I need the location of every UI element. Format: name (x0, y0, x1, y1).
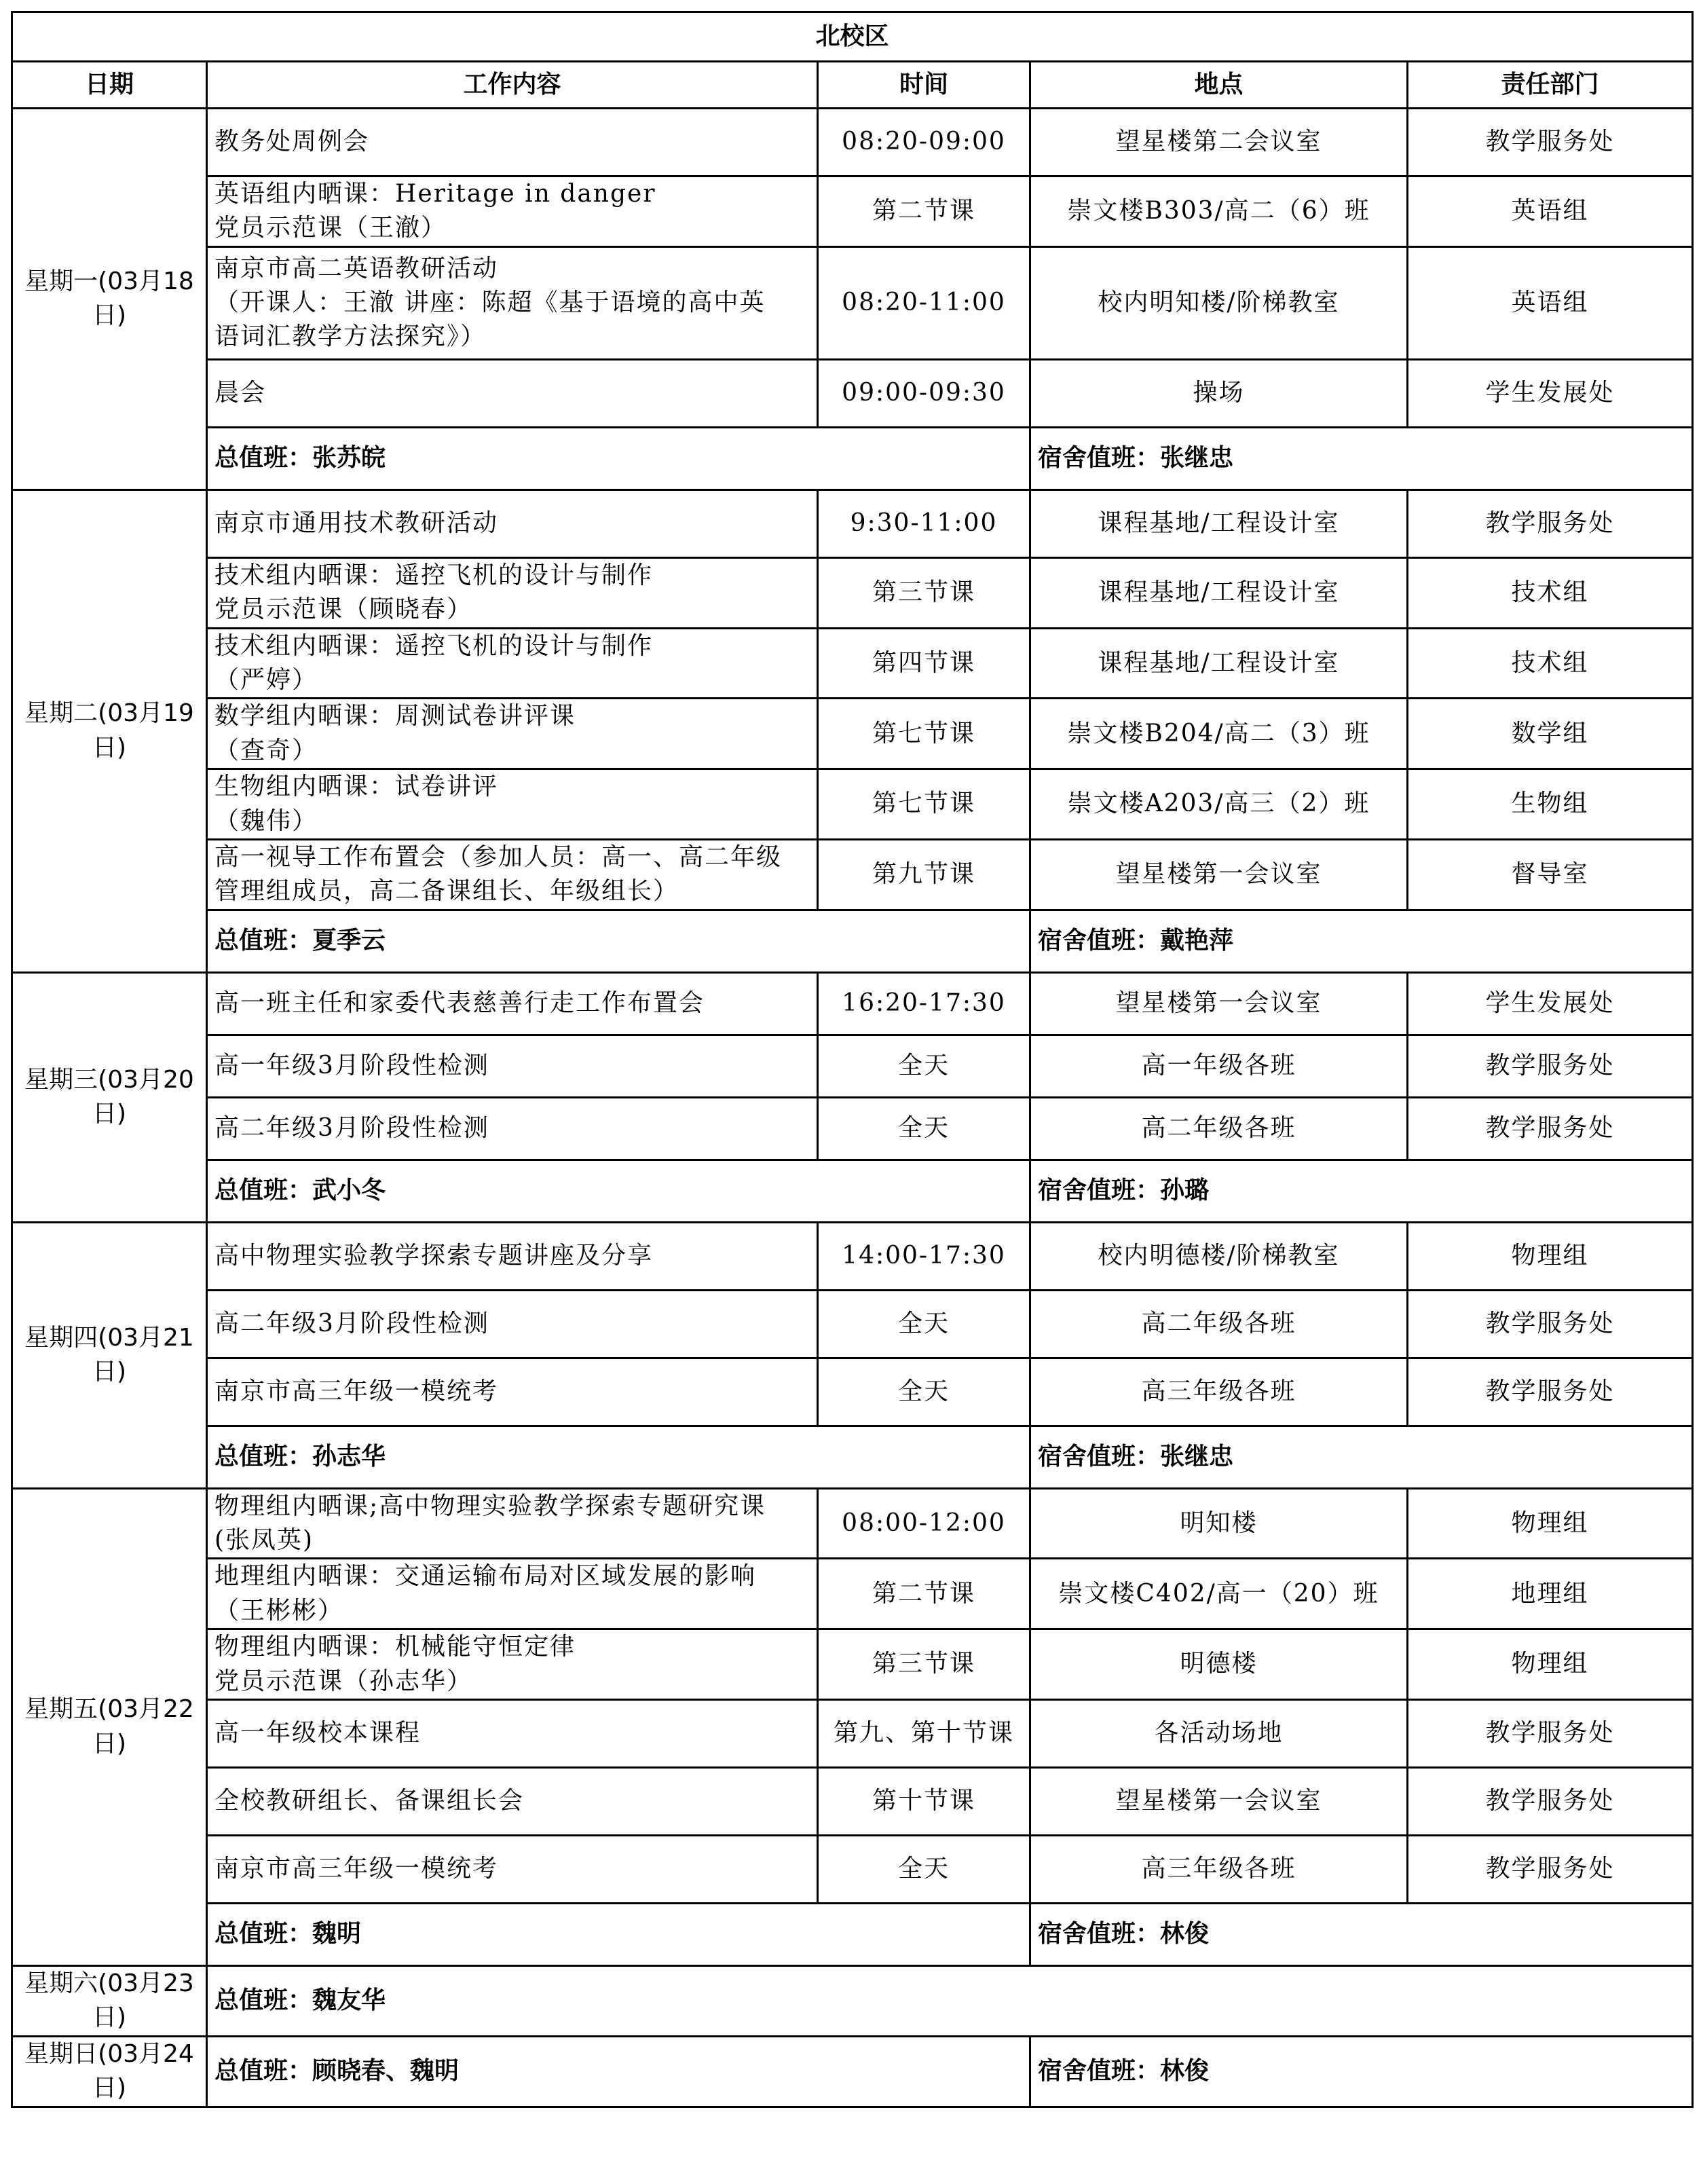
dept-cell: 生物组 (1408, 769, 1693, 840)
time-cell: 第十节课 (818, 1768, 1030, 1836)
place-cell: 崇文楼B303/高二（6）班 (1030, 177, 1408, 247)
table-row (12, 1488, 1693, 1559)
place-cell: 高一年级各班 (1030, 1035, 1408, 1097)
dept-cell: 教学服务处 (1408, 1700, 1693, 1768)
place-cell: 课程基地/工程设计室 (1030, 489, 1408, 557)
header-content: 工作内容 (207, 62, 818, 109)
dorm-duty (1030, 2036, 1693, 2107)
work-content-line: 教务处周例会 (214, 128, 370, 156)
dorm-duty-label: 宿舍值班： (1038, 926, 1161, 955)
work-content-line: 高一年级校本课程 (214, 1719, 422, 1747)
dept-cell: 督导室 (1408, 839, 1693, 910)
dorm-duty-name: 林俊 (1160, 1920, 1210, 1948)
work-content-line: 高二年级3月阶段性检测 (214, 1309, 489, 1337)
work-content (207, 972, 818, 1035)
day-label-mon: 星期一(03月18日) (12, 109, 207, 490)
header-date: 日期 (12, 62, 207, 109)
dept-cell: 物理组 (1408, 1629, 1693, 1700)
dept-cell: 教学服务处 (1408, 489, 1693, 557)
work-content (207, 246, 818, 359)
table-row (12, 1768, 1693, 1836)
work-content (207, 109, 818, 177)
work-content-line: 党员示范课（孙志华） (214, 1667, 473, 1695)
work-content-line: 高一年级3月阶段性检测 (214, 1051, 489, 1079)
time-cell: 08:20-09:00 (818, 109, 1030, 177)
table-row (12, 246, 1693, 359)
place-cell: 高二年级各班 (1030, 1290, 1408, 1358)
header-dept: 责任部门 (1408, 62, 1693, 109)
duty-row (12, 1904, 1693, 1966)
place-cell: 校内明德楼/阶梯教室 (1030, 1222, 1408, 1290)
general-duty (207, 1966, 1693, 2037)
general-duty-label: 总值班： (214, 1986, 313, 2015)
general-duty (207, 1160, 1030, 1222)
work-content (207, 359, 818, 427)
day-label-tue: 星期二(03月19日) (12, 489, 207, 972)
table-row (12, 769, 1693, 840)
table-row (12, 839, 1693, 910)
work-content (207, 1097, 818, 1160)
dept-cell: 地理组 (1408, 1559, 1693, 1629)
work-content-line: 高一视导工作布置会（参加人员：高一、高二年级 (214, 843, 783, 871)
dorm-duty (1030, 910, 1693, 972)
table-row (12, 489, 1693, 557)
dept-cell: 教学服务处 (1408, 1768, 1693, 1836)
work-content (207, 1488, 818, 1559)
table-row (12, 628, 1693, 699)
table-row (12, 1966, 1693, 2037)
time-cell: 全天 (818, 1358, 1030, 1426)
general-duty-name: 顾晓春、魏明 (312, 2057, 460, 2085)
work-content (207, 699, 818, 769)
place-cell: 高三年级各班 (1030, 1836, 1408, 1904)
place-cell: 课程基地/工程设计室 (1030, 628, 1408, 699)
work-content (207, 1768, 818, 1836)
header-place: 地点 (1030, 62, 1408, 109)
work-content-line: （王彬彬） (214, 1596, 344, 1625)
place-cell: 崇文楼A203/高三（2）班 (1030, 769, 1408, 840)
duty-row (12, 1160, 1693, 1222)
work-content (207, 1222, 818, 1290)
general-duty-name: 张苏皖 (312, 444, 386, 473)
work-content-line: 高一班主任和家委代表慈善行走工作布置会 (214, 988, 705, 1017)
work-content (207, 1700, 818, 1768)
general-duty-label: 总值班： (214, 2057, 313, 2085)
day-label-fri: 星期五(03月22日) (12, 1488, 207, 1965)
place-cell: 课程基地/工程设计室 (1030, 557, 1408, 628)
duty-row (12, 1426, 1693, 1488)
place-cell: 明知楼 (1030, 1488, 1408, 1559)
table-row (12, 1629, 1693, 1700)
time-cell: 第七节课 (818, 769, 1030, 840)
dept-cell: 技术组 (1408, 557, 1693, 628)
table-row (12, 1290, 1693, 1358)
work-content (207, 1035, 818, 1097)
work-content-line: 南京市高三年级一模统考 (214, 1855, 499, 1883)
table-row (12, 359, 1693, 427)
schedule-table (11, 11, 1694, 2108)
dorm-duty-label: 宿舍值班： (1038, 1442, 1161, 1470)
place-cell: 望星楼第一会议室 (1030, 1768, 1408, 1836)
work-content-line: 地理组内晒课：交通运输布局对区域发展的影响 (214, 1562, 757, 1591)
dept-cell: 教学服务处 (1408, 109, 1693, 177)
place-cell: 望星楼第一会议室 (1030, 839, 1408, 910)
work-content-line: 南京市高三年级一模统考 (214, 1377, 499, 1405)
work-content-line: 数学组内晒课：周测试卷讲评课 (214, 702, 576, 730)
time-cell: 08:00-12:00 (818, 1488, 1030, 1559)
work-content-line: 晨会 (214, 379, 267, 407)
dorm-duty (1030, 427, 1693, 489)
work-content-line: 语词汇教学方法探究》） (214, 322, 487, 351)
dept-cell: 学生发展处 (1408, 359, 1693, 427)
dorm-duty (1030, 1904, 1693, 1966)
general-duty-name: 孙志华 (312, 1442, 386, 1470)
dept-cell: 教学服务处 (1408, 1290, 1693, 1358)
day-label-sun: 星期日(03月24日) (12, 2036, 207, 2107)
work-content (207, 1358, 818, 1426)
place-cell: 望星楼第二会议室 (1030, 109, 1408, 177)
table-row (12, 1222, 1693, 1290)
work-content (207, 839, 818, 910)
time-cell: 第四节课 (818, 628, 1030, 699)
duty-row (12, 910, 1693, 972)
work-content (207, 1559, 818, 1629)
work-content (207, 1290, 818, 1358)
dorm-duty-name: 戴艳萍 (1160, 926, 1234, 955)
general-duty-label: 总值班： (214, 1442, 313, 1470)
dept-cell: 物理组 (1408, 1488, 1693, 1559)
time-cell: 第三节课 (818, 557, 1030, 628)
general-duty (207, 427, 1030, 489)
time-cell: 全天 (818, 1035, 1030, 1097)
work-content-line: 管理组成员，高二备课组长、年级组长） (214, 877, 679, 906)
table-row (12, 1700, 1693, 1768)
work-content (207, 177, 818, 247)
time-cell: 第九节课 (818, 839, 1030, 910)
dept-cell: 教学服务处 (1408, 1358, 1693, 1426)
dept-cell: 英语组 (1408, 177, 1693, 247)
general-duty (207, 910, 1030, 972)
work-content-line: 南京市通用技术教研活动 (214, 509, 499, 538)
work-content-line: 高中物理实验教学探索专题讲座及分享 (214, 1241, 654, 1270)
general-duty-label: 总值班： (214, 926, 313, 955)
time-cell: 全天 (818, 1290, 1030, 1358)
dept-cell: 数学组 (1408, 699, 1693, 769)
work-content-line: （魏伟） (214, 807, 318, 835)
dorm-duty-label: 宿舍值班： (1038, 2057, 1161, 2085)
dorm-duty-label: 宿舍值班： (1038, 444, 1161, 473)
time-cell: 第二节课 (818, 177, 1030, 247)
dorm-duty-label: 宿舍值班： (1038, 1920, 1161, 1948)
dorm-duty (1030, 1160, 1693, 1222)
work-content-line: （查奇） (214, 736, 318, 764)
time-cell: 第九、第十节课 (818, 1700, 1030, 1768)
work-content-line: 生物组内晒课：试卷讲评 (214, 773, 499, 801)
dorm-duty-name: 孙璐 (1160, 1176, 1210, 1204)
place-cell: 崇文楼C402/高一（20）班 (1030, 1559, 1408, 1629)
work-content-line: 英语组内晒课：Heritage in danger (214, 180, 656, 208)
dorm-duty (1030, 1426, 1693, 1488)
time-cell: 第七节课 (818, 699, 1030, 769)
header-time: 时间 (818, 62, 1030, 109)
table-row (12, 1035, 1693, 1097)
general-duty (207, 2036, 1030, 2107)
time-cell: 第三节课 (818, 1629, 1030, 1700)
day-label-wed: 星期三(03月20日) (12, 972, 207, 1222)
campus-title: 北校区 (12, 12, 1693, 62)
time-cell: 09:00-09:30 (818, 359, 1030, 427)
work-content-line: 全校教研组长、备课组长会 (214, 1787, 525, 1815)
work-content-line: 物理组内晒课：机械能守恒定律 (214, 1633, 576, 1661)
work-content (207, 557, 818, 628)
general-duty-label: 总值班： (214, 1920, 313, 1948)
time-cell: 08:20-11:00 (818, 246, 1030, 359)
general-duty-name: 魏友华 (312, 1986, 386, 2015)
table-row (12, 2036, 1693, 2107)
work-content-line: 技术组内晒课：遥控飞机的设计与制作 (214, 561, 654, 589)
table-row (12, 699, 1693, 769)
place-cell: 望星楼第一会议室 (1030, 972, 1408, 1035)
general-duty (207, 1904, 1030, 1966)
dept-cell: 物理组 (1408, 1222, 1693, 1290)
work-content-line: 高二年级3月阶段性检测 (214, 1113, 489, 1142)
dorm-duty-name: 张继忠 (1160, 444, 1234, 473)
dept-cell: 教学服务处 (1408, 1035, 1693, 1097)
table-row (12, 1097, 1693, 1160)
work-content (207, 489, 818, 557)
dept-cell: 学生发展处 (1408, 972, 1693, 1035)
general-duty-name: 夏季云 (312, 926, 386, 955)
general-duty (207, 1426, 1030, 1488)
general-duty-name: 武小冬 (312, 1176, 386, 1204)
work-content-line: 党员示范课（顾晓春） (214, 595, 473, 624)
place-cell: 明德楼 (1030, 1629, 1408, 1700)
work-content (207, 1836, 818, 1904)
day-label-thu: 星期四(03月21日) (12, 1222, 207, 1488)
work-content (207, 769, 818, 840)
dept-cell: 教学服务处 (1408, 1097, 1693, 1160)
dept-cell: 教学服务处 (1408, 1836, 1693, 1904)
day-label-sat: 星期六(03月23日) (12, 1966, 207, 2037)
table-row (12, 972, 1693, 1035)
table-row (12, 177, 1693, 247)
place-cell: 操场 (1030, 359, 1408, 427)
time-cell: 全天 (818, 1836, 1030, 1904)
place-cell: 崇文楼B204/高二（3）班 (1030, 699, 1408, 769)
general-duty-label: 总值班： (214, 1176, 313, 1204)
place-cell: 高三年级各班 (1030, 1358, 1408, 1426)
dept-cell: 英语组 (1408, 246, 1693, 359)
general-duty-label: 总值班： (214, 444, 313, 473)
table-row (12, 1358, 1693, 1426)
table-row (12, 557, 1693, 628)
dorm-duty-name: 张继忠 (1160, 1442, 1234, 1470)
work-content-line: 物理组内晒课;高中物理实验教学探索专题研究课 (214, 1492, 766, 1520)
work-content-line: 技术组内晒课：遥控飞机的设计与制作 (214, 631, 654, 660)
work-content-line: 南京市高二英语教研活动 (214, 254, 499, 282)
work-content-line: （开课人：王澈 讲座：陈超《基于语境的高中英 (214, 289, 766, 317)
place-cell: 高二年级各班 (1030, 1097, 1408, 1160)
time-cell: 全天 (818, 1097, 1030, 1160)
dorm-duty-label: 宿舍值班： (1038, 1176, 1161, 1204)
work-content-line: (张凤英) (214, 1526, 314, 1555)
time-cell: 第二节课 (818, 1559, 1030, 1629)
table-row (12, 1559, 1693, 1629)
work-content (207, 628, 818, 699)
time-cell: 16:20-17:30 (818, 972, 1030, 1035)
work-content (207, 1629, 818, 1700)
work-content-line: （严婷） (214, 665, 318, 694)
dept-cell: 技术组 (1408, 628, 1693, 699)
general-duty-name: 魏明 (312, 1920, 362, 1948)
place-cell: 校内明知楼/阶梯教室 (1030, 246, 1408, 359)
work-content-line: 党员示范课（王澈） (214, 214, 447, 242)
table-row (12, 1836, 1693, 1904)
dorm-duty-name: 林俊 (1160, 2057, 1210, 2085)
place-cell: 各活动场地 (1030, 1700, 1408, 1768)
table-row (12, 109, 1693, 177)
header-row (12, 62, 1693, 109)
time-cell: 9:30-11:00 (818, 489, 1030, 557)
time-cell: 14:00-17:30 (818, 1222, 1030, 1290)
duty-row (12, 427, 1693, 489)
